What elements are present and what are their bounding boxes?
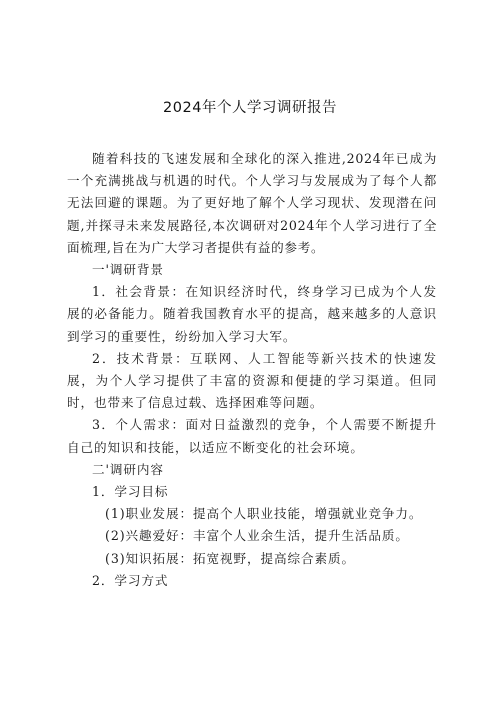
paragraph-tech-background: 2．技术背景：互联网、人工智能等新兴技术的快速发展，为个人学习提供了丰富的资源和便捷的学习渠道。但同时，也带来了信息过载、选择困难等问题。 [67, 350, 437, 411]
document-body [67, 148, 437, 592]
list-item-knowledge: (3)知识拓展：拓宽视野，提高综合素质。 [105, 550, 355, 566]
paragraph-personal-needs: 3．个人需求：面对日益激烈的竞争，个人需要不断提升自己的知识和技能，以适应不断变化的社会环境。 [67, 417, 437, 455]
section-heading-content: 二'调研内容 [92, 461, 164, 477]
subheading-learning-goals: 1．学习目标 [92, 484, 169, 500]
list-item-career: (1)职业发展：提高个人职业技能，增强就业竞争力。 [105, 506, 423, 522]
paragraph-social-background: 1．社会背景：在知识经济时代，终身学习已成为个人发展的必备能力。随着我国教育水平的提高，越来越多的人意识到学习的重要性，纷纷加入学习大军。 [67, 284, 437, 344]
section-heading-background: 一'调研背景 [92, 262, 164, 278]
subheading-learning-methods: 2．学习方式 [92, 572, 169, 588]
page-title: 2024年个人学习调研报告 [163, 100, 337, 116]
intro-paragraph: 随着科技的飞速发展和全球化的深入推进,2024年已成为一个充满挑战与机遇的时代。个人学习与发展成为了每个人都无法回避的课题。为了更好地了解个人学习现状、发现潜在问题,并探寻未来发展路径,本次调研对2024年个人学习进行了全面梳理,旨在为广大学习者提供有益的参考。 [67, 151, 437, 255]
list-item-hobbies: (2)兴趣爱好：丰富个人业余生活，提升生活品质。 [105, 528, 409, 544]
